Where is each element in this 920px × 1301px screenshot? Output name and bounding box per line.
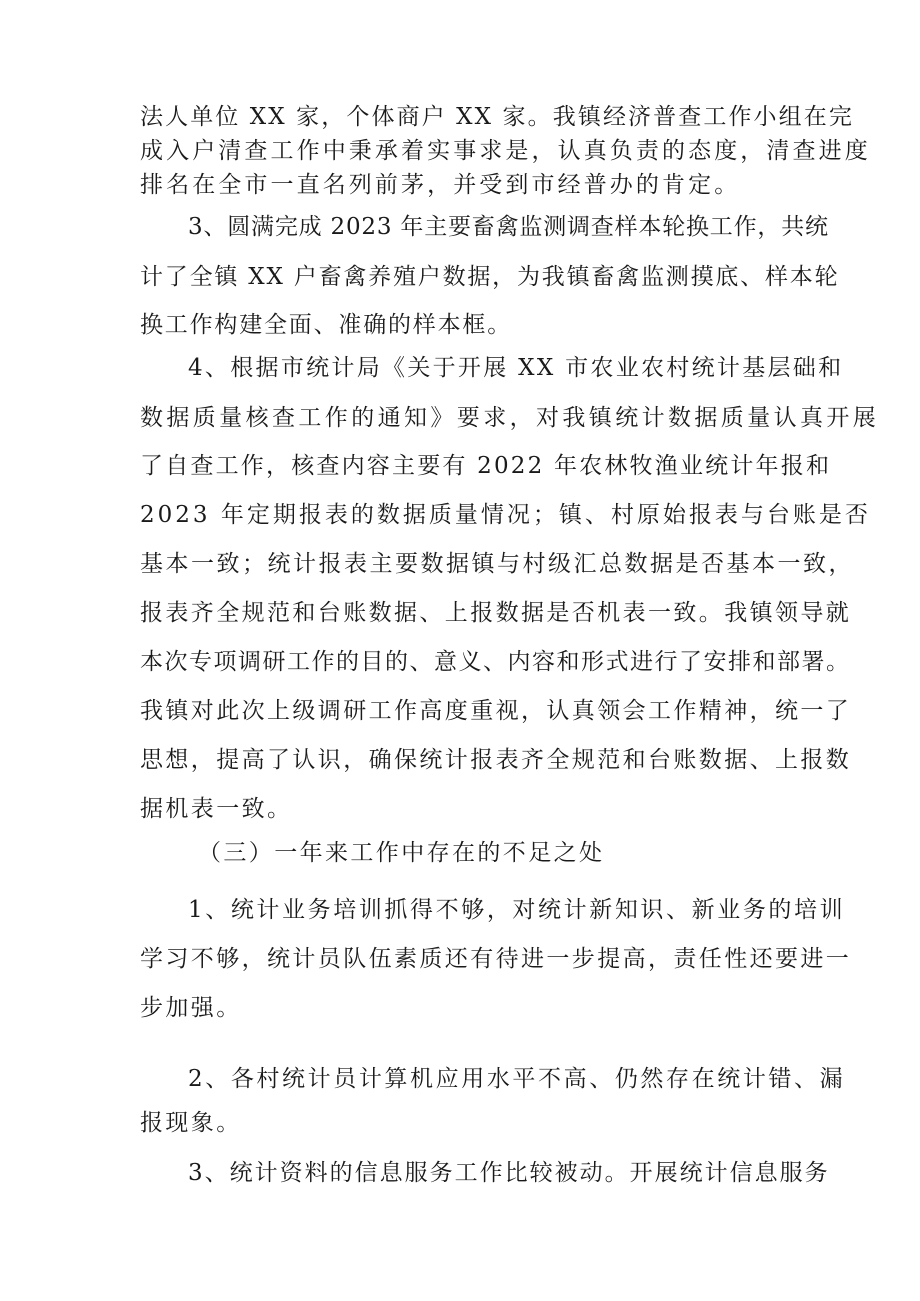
text-line: 计了全镇 XX 户畜禽养殖户数据，为我镇畜禽监测摸底、样本轮 (140, 264, 840, 290)
section-heading: （三）一年来工作中存在的不足之处 (198, 840, 605, 866)
text-line: 步加强。 (140, 995, 242, 1021)
text-line: 基本一致；统计报表主要数据镇与村级汇总数据是否基本一致， (140, 551, 854, 577)
text-line: 了自查工作，核查内容主要有 2022 年农林牧渔业统计年报和 (140, 453, 832, 479)
text-line: 2、各村统计员计算机应用水平不高、仍然存在统计错、漏 (188, 1066, 846, 1092)
text-line: 据机表一致。 (140, 796, 293, 822)
text-line: 3、统计资料的信息服务工作比较被动。开展统计信息服务 (188, 1160, 830, 1186)
text-line: 1、统计业务培训抓得不够，对统计新知识、新业务的培训 (188, 897, 846, 923)
text-line: 4、根据市统计局《关于开展 XX 市农业农村统计基层础和 (188, 355, 844, 381)
text-line: 数据质量核查工作的通知》要求，对我镇统计数据质量认真开展 (140, 405, 880, 431)
text-line: 本次专项调研工作的目的、意义、内容和形式进行了安排和部署。 (140, 649, 851, 675)
text-line: 换工作构建全面、准确的样本框。 (140, 312, 512, 338)
text-line: 3、圆满完成 2023 年主要畜禽监测调查样本轮换工作，共统 (188, 214, 829, 240)
text-line: 成入户清查工作中秉承着实事求是，认真负责的态度，清查进度 (140, 138, 871, 164)
text-line: 思想，提高了认识，确保统计报表齐全规范和台账数据、上报数 (140, 747, 852, 773)
text-line: 排名在全市一直名列前茅，并受到市经普办的肯定。 (140, 172, 741, 198)
text-line: 2023 年定期报表的数据质量情况；镇、村原始报表与台账是否 (140, 502, 871, 528)
text-line: 法人单位 XX 家，个体商户 XX 家。我镇经济普查工作小组在完 (140, 104, 854, 130)
text-line: 报现象。 (140, 1110, 242, 1136)
text-line: 报表齐全规范和台账数据、上报数据是否机表一致。我镇领导就 (140, 600, 852, 626)
text-line: 学习不够，统计员队伍素质还有待进一步提高，责任性还要进一 (140, 946, 852, 972)
text-line: 我镇对此次上级调研工作高度重视，认真领会工作精神，统一了 (140, 698, 852, 724)
